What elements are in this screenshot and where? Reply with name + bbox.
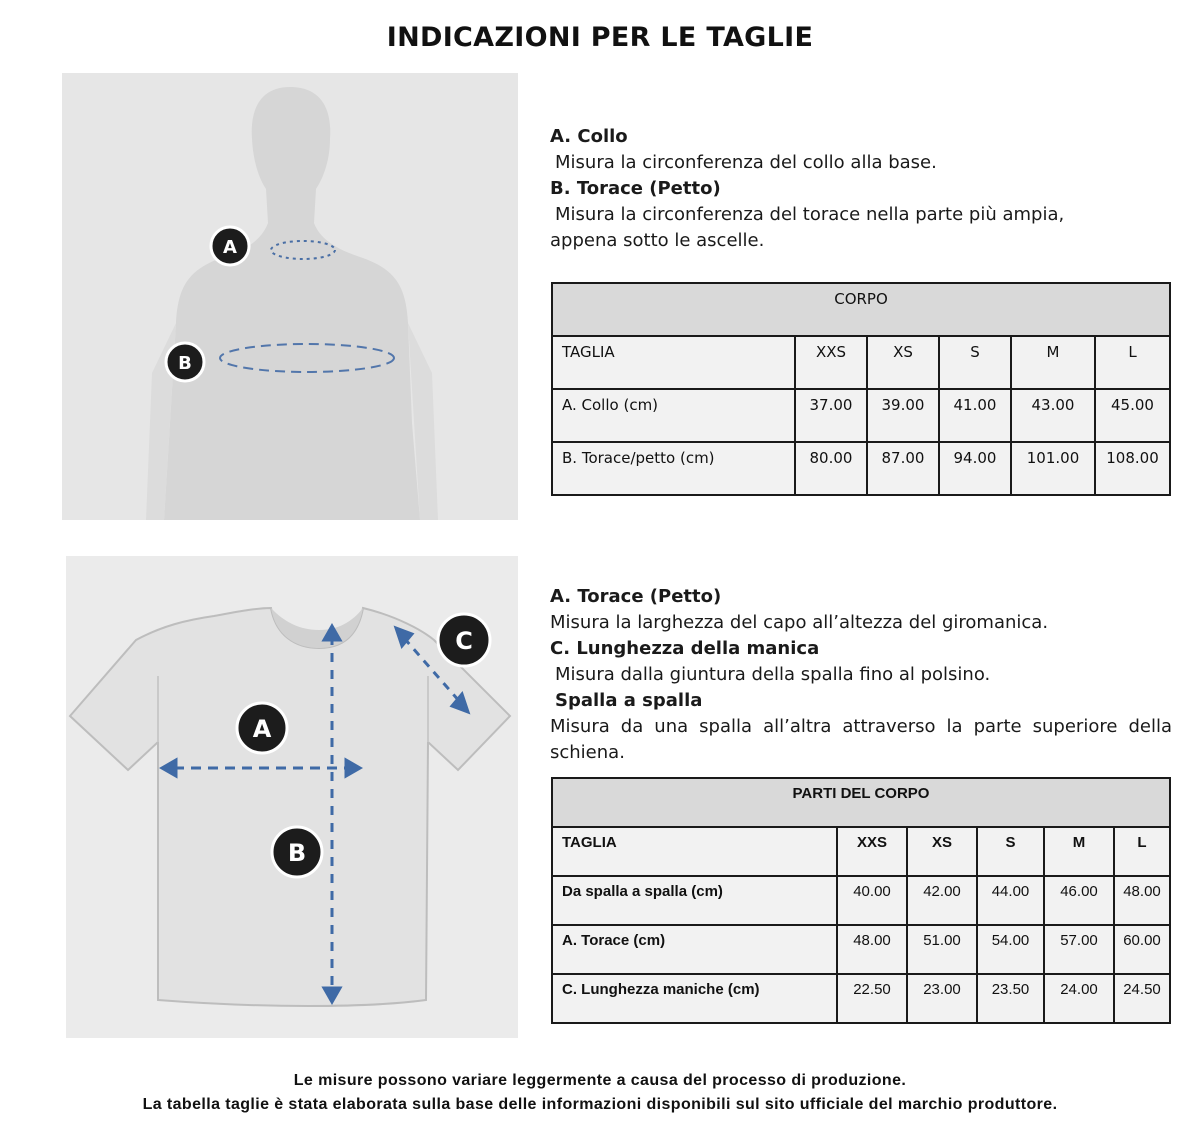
neck-text: Misura la circonferenza del collo alla base. [555, 152, 937, 173]
neck-heading: A. Collo [550, 126, 628, 147]
marker-c-label: C [455, 627, 473, 655]
page-title: INDICAZIONI PER LE TAGLIE [386, 22, 814, 53]
row-label: Da spalla a spalla (cm) [552, 876, 837, 925]
marker-b-label: B [178, 353, 192, 374]
size-l: L [1095, 336, 1170, 389]
size-label: TAGLIA [552, 336, 795, 389]
garment-size-table [551, 777, 1171, 1024]
tshirt-figure [66, 556, 518, 1038]
size-xxs: XXS [795, 336, 867, 389]
table-caption: CORPO [552, 283, 1170, 336]
chest-text: Misura la circonferenza del torace nella parte più ampia, [555, 204, 1065, 225]
cell: 108.00 [1095, 442, 1170, 495]
shoulder-text: Misura da una spalla all’altra attraverso la parte superiore della schiena. [550, 716, 1172, 763]
tshirt-diagram-icon [66, 556, 518, 1038]
cell: 54.00 [977, 925, 1044, 974]
cell: 37.00 [795, 389, 867, 442]
row-label: A. Collo (cm) [552, 389, 795, 442]
row-label: C. Lunghezza maniche (cm) [552, 974, 837, 1023]
size-s: S [939, 336, 1011, 389]
size-xxs: XXS [837, 827, 907, 876]
cell: 40.00 [837, 876, 907, 925]
table-row [552, 442, 1170, 495]
row-label: B. Torace/petto (cm) [552, 442, 795, 495]
shoulder-heading: Spalla a spalla [555, 690, 703, 711]
body-measure-instructions [550, 124, 1170, 254]
body-size-table [551, 282, 1171, 496]
cell: 80.00 [795, 442, 867, 495]
cell: 48.00 [1114, 876, 1170, 925]
chest-heading: B. Torace (Petto) [550, 178, 721, 199]
cell: 60.00 [1114, 925, 1170, 974]
cell: 45.00 [1095, 389, 1170, 442]
size-s: S [977, 827, 1044, 876]
garment-chest-text: Misura la larghezza del capo all’altezza del giromanica. [550, 612, 1049, 633]
row-label: A. Torace (cm) [552, 925, 837, 974]
table-row [552, 925, 1170, 974]
sleeve-heading: C. Lunghezza della manica [550, 638, 820, 659]
garment-measure-instructions [550, 584, 1172, 766]
cell: 43.00 [1011, 389, 1095, 442]
garment-chest-heading: A. Torace (Petto) [550, 586, 722, 607]
cell: 46.00 [1044, 876, 1114, 925]
chest-text-continued: appena sotto le ascelle. [550, 230, 765, 251]
cell: 39.00 [867, 389, 939, 442]
body-silhouette-icon [62, 73, 518, 520]
table-row [552, 974, 1170, 1023]
cell: 41.00 [939, 389, 1011, 442]
cell: 24.50 [1114, 974, 1170, 1023]
footer-note-source: La tabella taglie è stata elaborata sulla base delle informazioni disponibili sul sito ufficiale del marchio produttore. [142, 1096, 1058, 1113]
size-label: TAGLIA [552, 827, 837, 876]
marker-a-label: A [252, 715, 272, 743]
cell: 24.00 [1044, 974, 1114, 1023]
size-m: M [1011, 336, 1095, 389]
cell: 42.00 [907, 876, 977, 925]
table-row [552, 389, 1170, 442]
cell: 44.00 [977, 876, 1044, 925]
cell: 87.00 [867, 442, 939, 495]
size-xs: XS [907, 827, 977, 876]
size-l: L [1114, 827, 1170, 876]
footer-note-production: Le misure possono variare leggermente a causa del processo di produzione. [293, 1072, 907, 1089]
body-silhouette-figure [62, 73, 518, 520]
sleeve-text: Misura dalla giuntura della spalla fino al polsino. [555, 664, 991, 685]
marker-b-label: B [287, 839, 307, 867]
table-caption: PARTI DEL CORPO [552, 778, 1170, 827]
cell: 57.00 [1044, 925, 1114, 974]
cell: 23.50 [977, 974, 1044, 1023]
cell: 23.00 [907, 974, 977, 1023]
table-row [552, 876, 1170, 925]
cell: 48.00 [837, 925, 907, 974]
marker-a-label: A [223, 237, 237, 258]
cell: 101.00 [1011, 442, 1095, 495]
cell: 22.50 [837, 974, 907, 1023]
size-xs: XS [867, 336, 939, 389]
cell: 51.00 [907, 925, 977, 974]
cell: 94.00 [939, 442, 1011, 495]
size-m: M [1044, 827, 1114, 876]
